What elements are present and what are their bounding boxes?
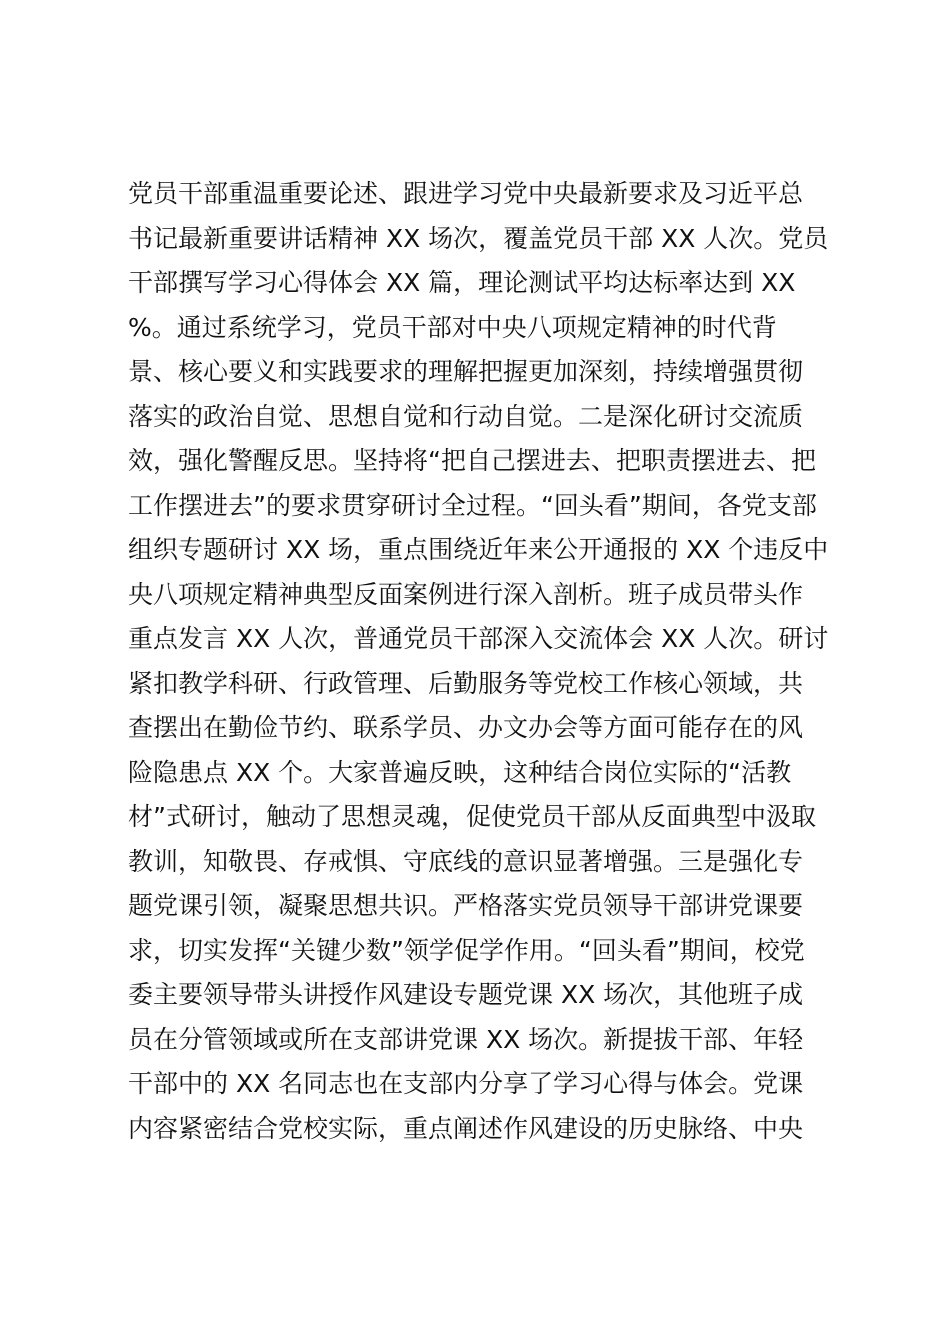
text-line: 委主要领导带头讲授作风建设专题党课 XX 场次，其他班子成 [128, 980, 804, 1009]
text-line: 紧扣教学科研、行政管理、后勤服务等党校工作核心领域，共 [128, 668, 804, 698]
text-line: 干部中的 XX 名同志也在支部内分享了学习心得与体会。党课 [128, 1069, 804, 1098]
text-line: 内容紧密结合党校实际，重点阐述作风建设的历史脉络、中央 [128, 1113, 804, 1143]
text-line: 材”式研讨，触动了思想灵魂，促使党员干部从反面典型中汲取 [128, 802, 816, 831]
text-line: 员在分管领域或所在支部讲党课 XX 场次。新提拔干部、年轻 [128, 1024, 804, 1054]
text-line: 教训，知敬畏、存戒惧、守底线的意识显著增强。三是强化专 [128, 846, 804, 876]
text-line: 落实的政治自觉、思想自觉和行动自觉。二是深化研讨交流质 [128, 401, 804, 431]
text-line: 央八项规定精神典型反面案例进行深入剖析。班子成员带头作 [128, 579, 804, 609]
text-line: 景、核心要义和实践要求的理解把握更加深刻，持续增强贯彻 [128, 357, 804, 386]
text-line: 组织专题研讨 XX 场，重点围绕近年来公开通报的 XX 个违反中 [128, 535, 828, 564]
text-line: 险隐患点 XX 个。大家普遍反映，这种结合岗位实际的“活教 [128, 757, 792, 787]
text-line: %。通过系统学习，党员干部对中央八项规定精神的时代背 [128, 312, 777, 342]
text-line: 党员干部重温重要论述、跟进学习党中央最新要求及习近平总 [128, 179, 804, 208]
text-line: 效，强化警醒反思。坚持将“把自己摆进去、把职责摆进去、把 [128, 446, 816, 475]
body-paragraph [128, 172, 828, 1151]
text-line: 重点发言 XX 人次，普通党员干部深入交流体会 XX 人次。研讨 [128, 624, 828, 653]
text-line: 求，切实发挥“关键少数”领学促学作用。“回头看”期间，校党 [128, 935, 805, 965]
text-line: 工作摆进去”的要求贯穿研讨全过程。“回头看”期间，各党支部 [128, 490, 817, 520]
text-line: 查摆出在勤俭节约、联系学员、办文办会等方面可能存在的风 [128, 713, 804, 742]
text-line: 题党课引领，凝聚思想共识。严格落实党员领导干部讲党课要 [128, 891, 804, 920]
text-line: 书记最新重要讲话精神 XX 场次，覆盖党员干部 XX 人次。党员 [128, 223, 828, 253]
text-line: 干部撰写学习心得体会 XX 篇，理论测试平均达标率达到 XX [128, 268, 796, 297]
